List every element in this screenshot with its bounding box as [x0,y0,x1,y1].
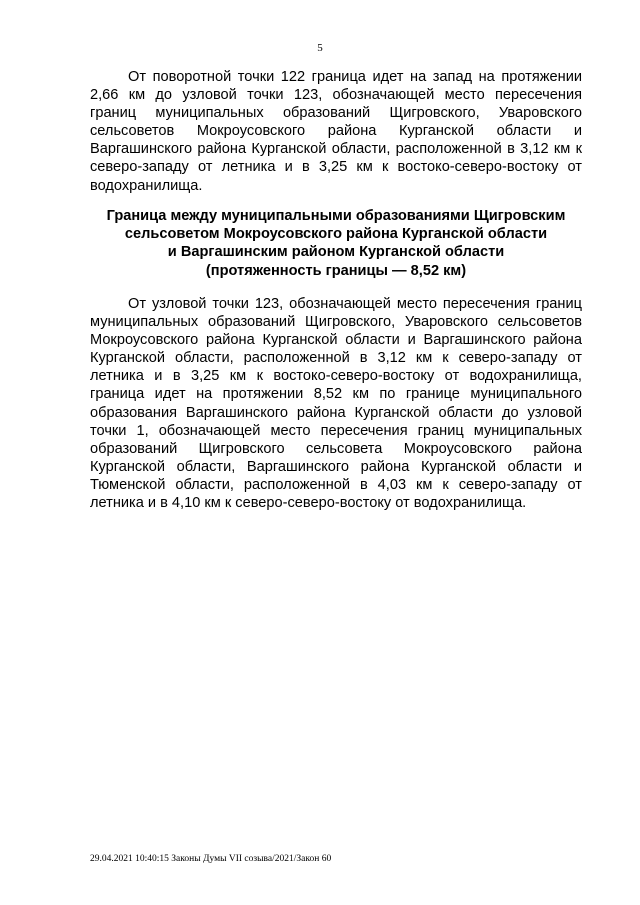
section-heading-line-1: Граница между муниципальными образованиями Щигровским [106,208,566,224]
paragraph-node-point-123: От узловой точки 123, обозначающей место пересечения границ муниципальных образований Щигровского, Уваровского сельсоветов Мокроусовского района Курганской области и Варгашинского района Курганской области, расположенной в 3,12 км к северо-западу от летника и в 3,25 км к востоко-северо-востоку от водохранилища, граница идет на протяжении 8,52 км по границе муниципального образования Варгашинского района Курганской области до узловой точки 1, обозначающей место пересечения границ муниципальных образований Щигровского сельсовета Мокроусовского района Курганской области, Варгашинского района Курганской области и Тюменской области, расположенной в 4,03 км к северо-западу от летника и в 4,10 км к северо-северо-востоку от водохранилища. [90,296,582,512]
paragraph-turning-point-122: От поворотной точки 122 граница идет на запад на протяжении 2,66 км до узловой точки 123, обозначающей место пересечения границ муниципальных образований Щигровского, Уваровского сельсоветов Мокроусовского района Курганской области и Варгашинского района Курганской области, расположенной в 3,12 км к северо-западу от летника и в 3,25 км к востоко-северо-востоку от водохранилища. [90,69,582,194]
section-heading-line-2: сельсоветом Мокроусовского района Курганской области [124,226,548,243]
document-footer: 29.04.2021 10:40:15 Законы Думы VII созыва/2021/Закон 60 [90,854,332,864]
section-heading-line-4: (протяженность границы — 8,52 км) [205,262,467,279]
section-heading-line-3: и Варгашинским районом Курганской области [167,244,505,261]
page-number: 5 [317,42,323,54]
section-heading [90,207,582,280]
